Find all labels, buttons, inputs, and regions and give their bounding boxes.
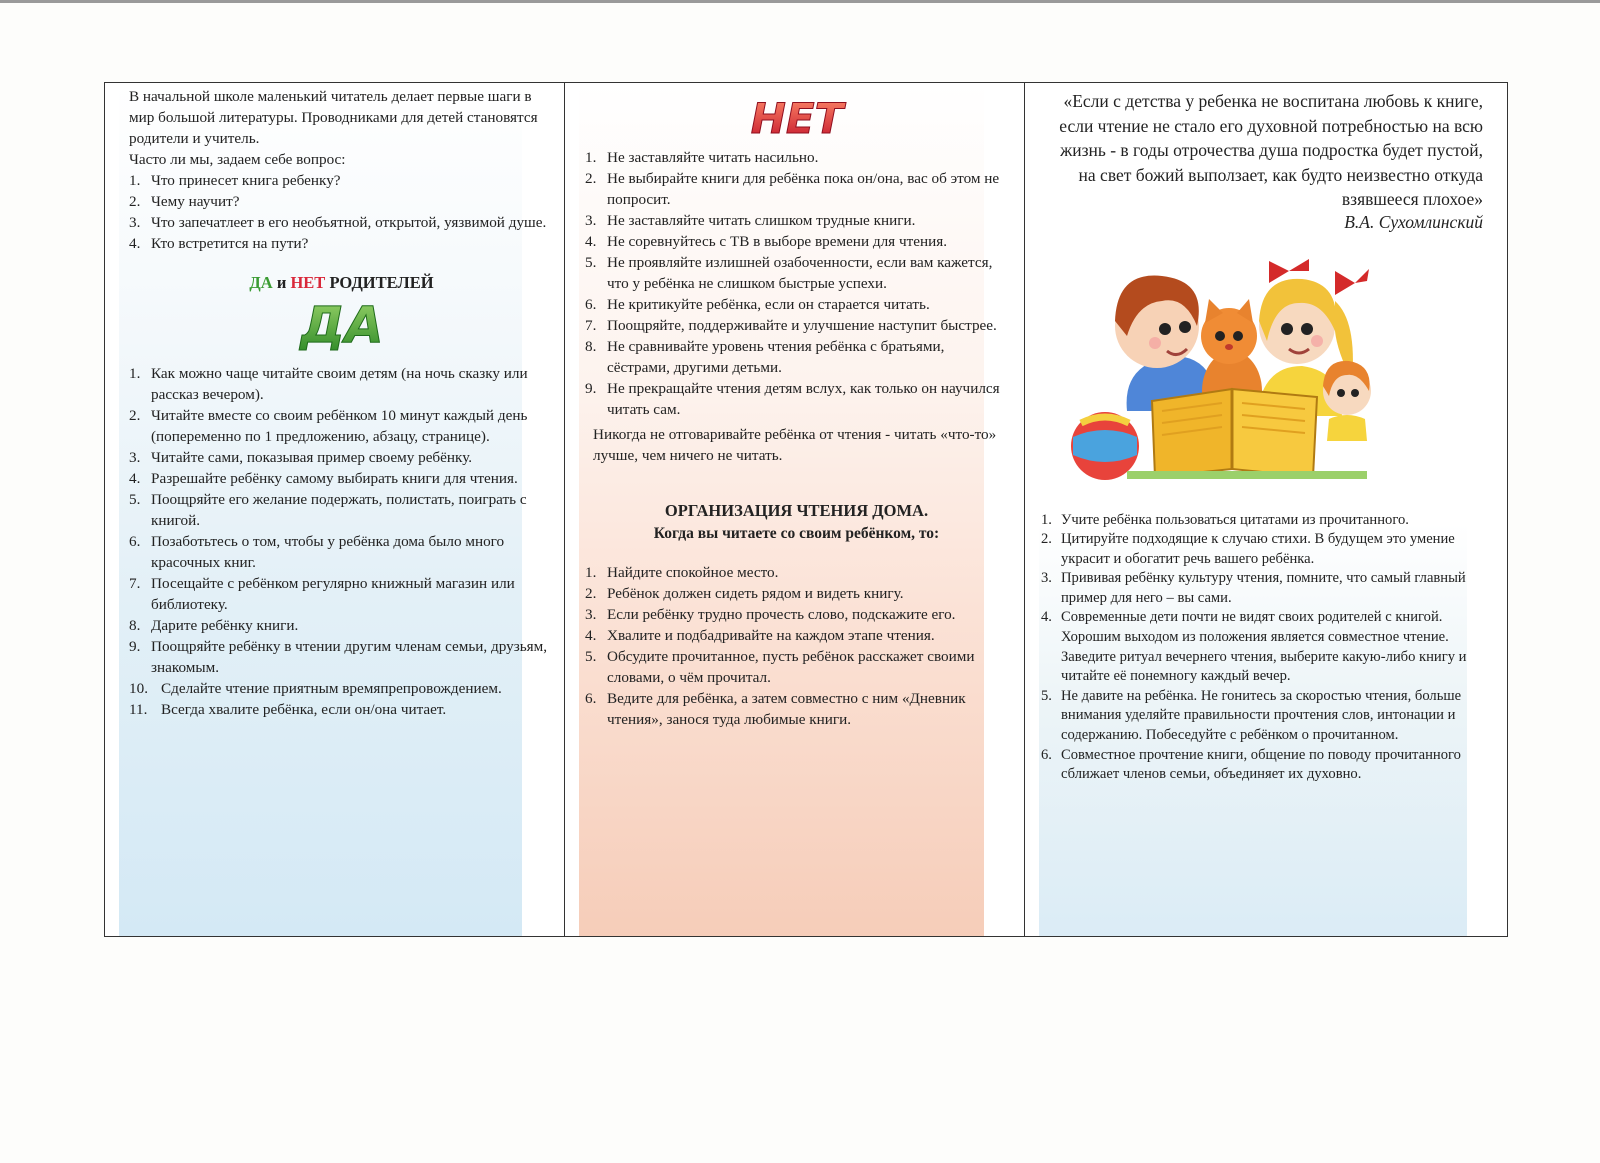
list-item: 4. Кто встретится на пути?: [129, 235, 309, 252]
list-item: 9. Поощряйте ребёнку в чтении другим членам семьи, друзьям, знакомым.: [129, 638, 548, 676]
list-item: 6. Не критикуйте ребёнка, если он старается читать.: [585, 296, 930, 313]
panel-middle: [565, 83, 1025, 936]
list-item: 1. Как можно чаще читайте своим детям (на ночь сказку или рассказ вечером).: [129, 365, 528, 403]
quote-text: «Если с детства у ребенка не воспитана любовь к книге, если чтение не стало его духовной потребностью на всю жизнь - в годы отрочества душа подростка будет пустой, на свет божий выползает, как будто неизвестно откуда взявшееся плохое»: [1059, 91, 1483, 209]
list-item: 5. Поощряйте его желание подержать, полистать, поиграть с книгой.: [129, 491, 527, 529]
list-item: 6. Совместное прочтение книги, общение по поводу прочитанного сближает членов семьи, объединяет их духовно.: [1041, 746, 1461, 783]
intro-question: Часто ли мы, задаем себе вопрос:: [129, 151, 346, 168]
da-logo: [292, 296, 392, 354]
list-item: 7. Поощряйте, поддерживайте и улучшение наступит быстрее.: [585, 317, 997, 334]
list-item: 5. Не проявляйте излишней озабоченности, если вам кажется, что у ребёнка не слишком быстрые успехи.: [585, 254, 993, 292]
list-item: 2. Чему научит?: [129, 193, 240, 210]
list-item: 5. Не давите на ребёнка. Не гонитесь за скоростью чтения, больше внимания уделяйте правильности прочтения слов, интонации и содержанию. Побеседуйте с ребёнком о прочитанном.: [1041, 687, 1462, 744]
list-item: 6. Позаботьтесь о том, чтобы у ребёнка дома было много красочных книг.: [129, 533, 505, 571]
list-item: 1. Что принесет книга ребенку?: [129, 172, 341, 189]
org-title: ОРГАНИЗАЦИЯ ЧТЕНИЯ ДОМА.: [664, 501, 929, 520]
list-item: 3. Если ребёнку трудно прочесть слово, подскажите его.: [585, 606, 956, 623]
list-item: 2. Ребёнок должен сидеть рядом и видеть книгу.: [585, 585, 904, 602]
list-item: 3. Читайте сами, показывая пример своему ребёнку.: [129, 449, 473, 466]
list-item: 10. Сделайте чтение приятным времяпрепровождением.: [129, 680, 502, 697]
brochure-sheet: [104, 82, 1508, 937]
list-item: 6. Ведите для ребёнка, а затем совместно с ним «Дневник чтения», занося туда любимые книги.: [585, 690, 966, 728]
intro-paragraph: В начальной школе маленький читатель делает первые шаги в мир большой литературы. Проводниками для детей становятся родители и учитель.: [129, 88, 538, 147]
section-title: ДА и НЕТ РОДИТЕЛЕЙ: [249, 273, 434, 292]
intro-list: [129, 170, 554, 254]
panel-right: [1025, 83, 1507, 936]
quote-author: В.А. Сухомлинский: [1344, 211, 1483, 232]
list-item: 8. Дарите ребёнку книги.: [129, 617, 299, 634]
list-item: 3. Что запечатлеет в его необъятной, открытой, уязвимой душе.: [129, 214, 547, 231]
list-item: 2. Цитируйте подходящие к случаю стихи. В будущем это умение украсит и обогатит речь вашего ребёнка.: [1041, 531, 1455, 567]
org-subtitle: Когда вы читаете со своим ребёнком, то:: [653, 525, 940, 542]
list-item: 2. Читайте вместе со своим ребёнком 10 минут каждый день (попеременно по 1 предложению, абзацу, странице).: [129, 407, 528, 445]
scan-top-border: [0, 0, 1600, 3]
da-list: [129, 363, 554, 720]
list-item: 11. Всегда хвалите ребёнка, если он/она читает.: [129, 701, 447, 718]
net-note: Никогда не отговаривайте ребёнка от чтения - читать «что-то» лучше, чем ничего не читать.: [593, 426, 997, 464]
list-item: 3. Прививая ребёнку культуру чтения, помните, что самый главный пример для него – вы сами.: [1041, 570, 1466, 606]
panel-left: [105, 83, 565, 936]
svg-text:НЕТ: НЕТ: [750, 94, 843, 143]
list-item: 4. Хвалите и подбадривайте на каждом этапе чтения.: [585, 627, 935, 644]
list-item: 9. Не прекращайте чтения детям вслух, как только он научился читать сам.: [585, 380, 1000, 418]
list-item: 5. Обсудите прочитанное, пусть ребёнок расскажет своими словами, о чём прочитал.: [585, 648, 975, 686]
list-item: 3. Не заставляйте читать слишком трудные книги.: [585, 212, 916, 229]
tips-list: [1041, 511, 1483, 785]
list-item: 1. Не заставляйте читать насильно.: [585, 149, 819, 166]
svg-text:ДА: ДА: [299, 296, 384, 354]
children-reading-illustration: [1067, 241, 1397, 481]
list-item: 1. Учите ребёнка пользоваться цитатами из прочитанного.: [1041, 511, 1409, 528]
list-item: 1. Найдите спокойное место.: [585, 564, 779, 581]
list-item: 8. Не сравнивайте уровень чтения ребёнка с братьями, сёстрами, другими детьми.: [585, 338, 945, 376]
list-item: 4. Не соревнуйтесь с ТВ в выборе времени для чтения.: [585, 233, 948, 250]
list-item: 4. Современные дети почти не видят своих родителей с книгой. Хорошим выходом из положения является совместное чтение. Заведите ритуал вечернего чтения, выберите какую-либо книгу и читайте её понемногу каждый вечер.: [1041, 609, 1467, 685]
net-list: [585, 147, 1008, 420]
list-item: 4. Разрешайте ребёнку самому выбирать книги для чтения.: [129, 470, 518, 487]
list-item: 7. Посещайте с ребёнком регулярно книжный магазин или библиотеку.: [129, 575, 515, 613]
net-logo: [750, 87, 843, 143]
list-item: 2. Не выбирайте книги для ребёнка пока он/она, вас об этом не попросит.: [585, 170, 1000, 208]
org-list: [585, 562, 1008, 730]
